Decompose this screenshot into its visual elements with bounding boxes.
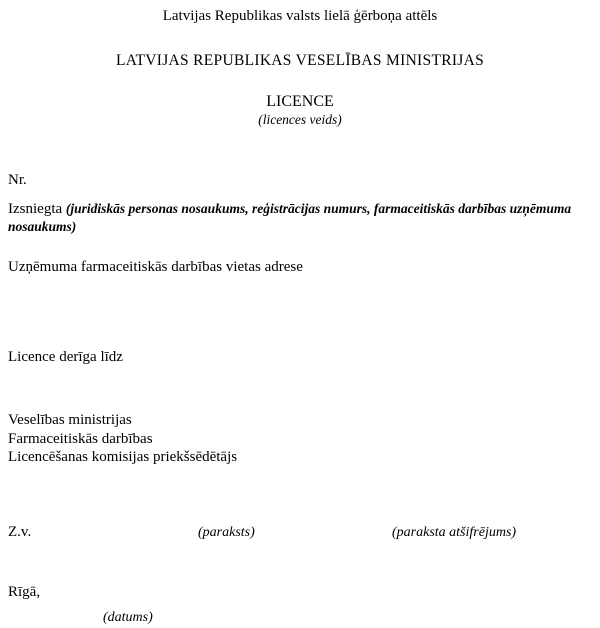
- committee-line-2: Farmaceitiskās darbības: [8, 430, 153, 447]
- document-title: LICENCE: [266, 93, 334, 110]
- issued-note: (juridiskās personas nosaukums, reģistrācijas numurs, farmaceitiskās darbības uzņēmuma nosaukums): [8, 201, 572, 234]
- ministry-heading: LATVIJAS REPUBLIKAS VESELĪBAS MINISTRIJAS: [115, 52, 485, 69]
- seal-placeholder-label: Z.v.: [8, 524, 32, 540]
- business-address-label: Uzņēmuma farmaceitiskās darbības vietas adrese: [8, 259, 303, 275]
- committee-signatory-block: [8, 411, 237, 467]
- document-title-subnote: (licences veids): [258, 112, 342, 127]
- coat-of-arms-note: Latvijas Republikas valsts lielā ģērboņa attēls: [162, 8, 438, 24]
- issued-label: Izsniegta: [8, 201, 66, 217]
- city-label: Rīgā,: [8, 584, 41, 600]
- signature-name-note: (paraksta atšifrējums): [392, 525, 517, 540]
- date-note: (datums): [103, 610, 153, 625]
- signature-note: (paraksts): [198, 525, 255, 540]
- committee-line-3: Licencēšanas komisijas priekšsēdētājs: [8, 449, 238, 465]
- licence-number-label: Nr.: [8, 172, 27, 188]
- issued-line: [8, 200, 590, 236]
- committee-line-1: Veselības ministrijas: [8, 412, 132, 428]
- licence-valid-until-label: Licence derīga līdz: [8, 349, 123, 365]
